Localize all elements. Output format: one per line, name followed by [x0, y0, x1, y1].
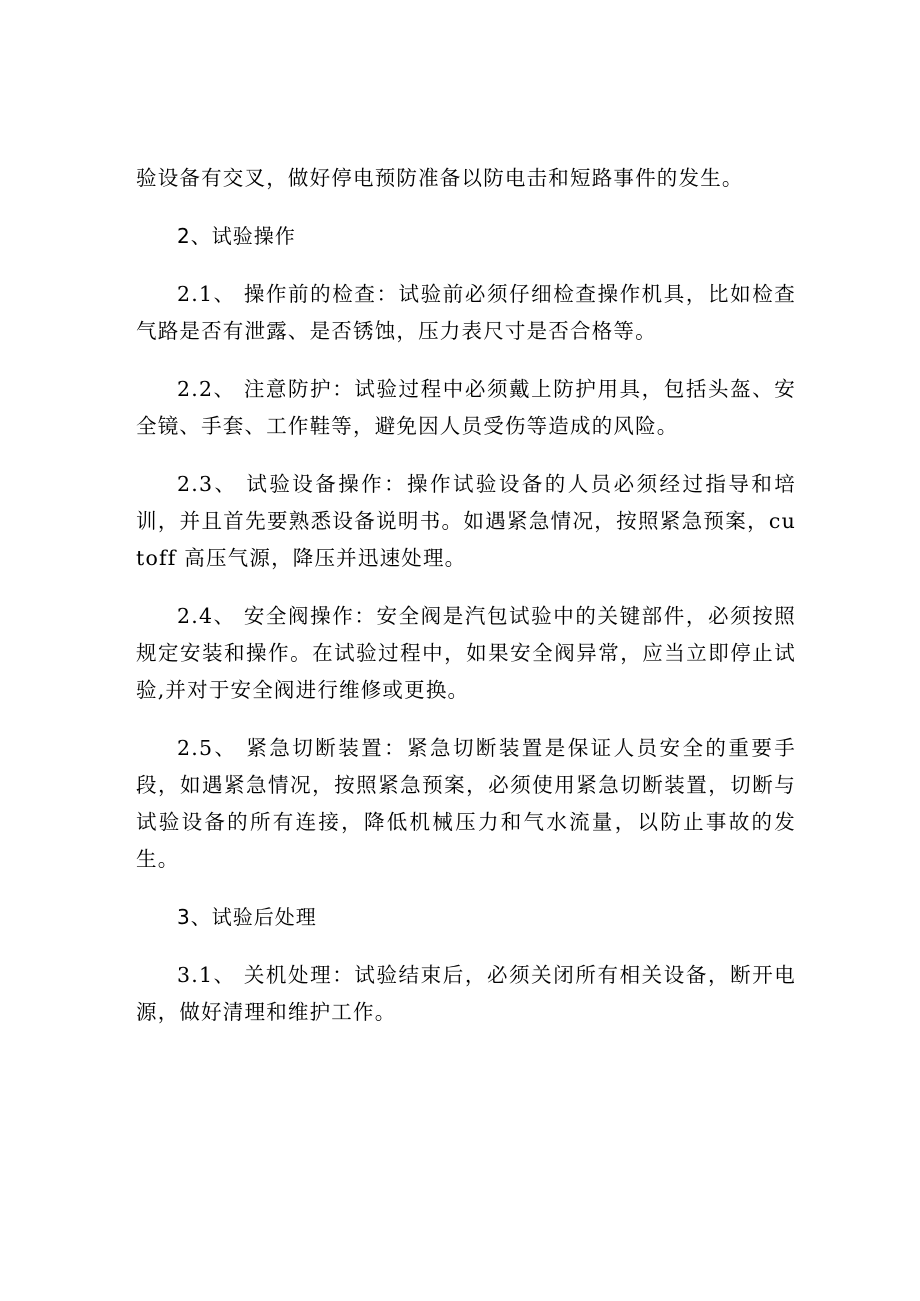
document-body [136, 160, 796, 1031]
paragraph-safety-valve: 2.4、 安全阀操作：安全阀是汽包试验中的关键部件，必须按照规定安装和操作。在试验过程中，如果安全阀异常，应当立即停止试验,并对于安全阀进行维修或更换。 [136, 604, 796, 702]
paragraph-emergency-shutoff: 2.5、 紧急切断装置：紧急切断装置是保证人员安全的重要手段，如遇紧急情况，按照紧急预案，必须使用紧急切断装置，切断与试验设备的所有连接，降低机械压力和气水流量，以防止事故的发生。 [136, 736, 796, 871]
section-heading-post-test: 3、试验后处理 [177, 905, 317, 929]
section-heading-test-operation: 2、试验操作 [177, 224, 296, 248]
paragraph-pre-operation-check: 2.1、 操作前的检查：试验前必须仔细检查操作机具，比如检查气路是否有泄露、是否锈蚀，压力表尺寸是否合格等。 [136, 282, 796, 343]
paragraph-equipment-operation: 2.3、 试验设备操作：操作试验设备的人员必须经过指导和培训，并且首先要熟悉设备说明书。如遇紧急情况，按照紧急预案，cutoff 高压气源，降压并迅速处理。 [136, 472, 796, 570]
paragraph-protection: 2.2、 注意防护：试验过程中必须戴上防护用具，包括头盔、安全镜、手套、工作鞋等，避免因人员受伤等造成的风险。 [136, 377, 796, 438]
paragraph-shutdown: 3.1、 关机处理：试验结束后，必须关闭所有相关设备，断开电源，做好清理和维护工作。 [136, 963, 796, 1024]
paragraph-continuation: 验设备有交叉，做好停电预防准备以防电击和短路事件的发生。 [136, 166, 744, 190]
